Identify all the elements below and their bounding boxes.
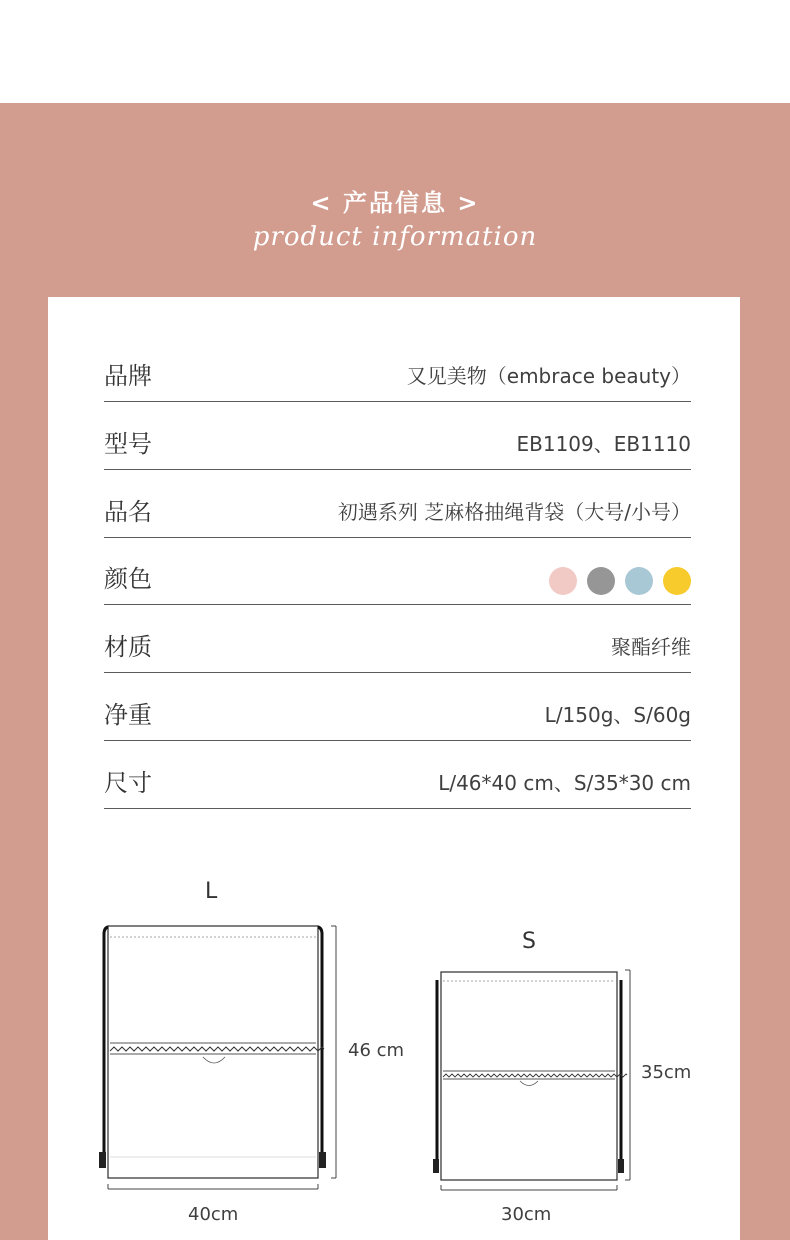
small-height-label: 35cm: [641, 1062, 692, 1083]
spec-value: 初遇系列 芝麻格抽绳背袋（大号/小号）: [337, 500, 691, 524]
large-height-label: 46 cm: [348, 1040, 405, 1061]
section-subtitle: product information: [252, 222, 538, 252]
spec-label: 材质: [104, 633, 152, 661]
small-width-dimension: [441, 1185, 617, 1190]
spec-value: L/150g、S/60g: [544, 703, 691, 727]
spec-label: 型号: [104, 430, 152, 458]
spec-value: 聚酯纤维: [611, 635, 691, 659]
spec-row-weight: [104, 673, 691, 741]
spec-label: 颜色: [104, 565, 152, 593]
large-width-dimension: [108, 1184, 318, 1189]
spec-value: L/46*40 cm、S/35*30 cm: [438, 771, 691, 795]
small-width-label: 30cm: [501, 1204, 552, 1225]
bag-diagrams: [48, 297, 748, 637]
spec-value: EB1109、EB1110: [516, 432, 691, 456]
spec-row-size: [104, 741, 691, 809]
small-height-dimension: [625, 970, 630, 1180]
spec-label: 品名: [104, 498, 152, 526]
spec-label: 尺寸: [104, 769, 152, 797]
large-bag-illustration: [99, 926, 326, 1178]
large-width-label: 40cm: [188, 1204, 239, 1225]
small-bag-illustration: [433, 972, 627, 1180]
section-title: < 产品信息 >: [310, 189, 480, 217]
spec-label: 品牌: [104, 362, 152, 390]
large-height-dimension: [331, 926, 336, 1178]
spec-value: 又见美物（embrace beauty）: [406, 364, 691, 388]
small-size-label: S: [522, 929, 536, 954]
info-card: [48, 297, 740, 1240]
spec-label: 净重: [104, 701, 152, 729]
large-size-label: L: [205, 879, 218, 904]
